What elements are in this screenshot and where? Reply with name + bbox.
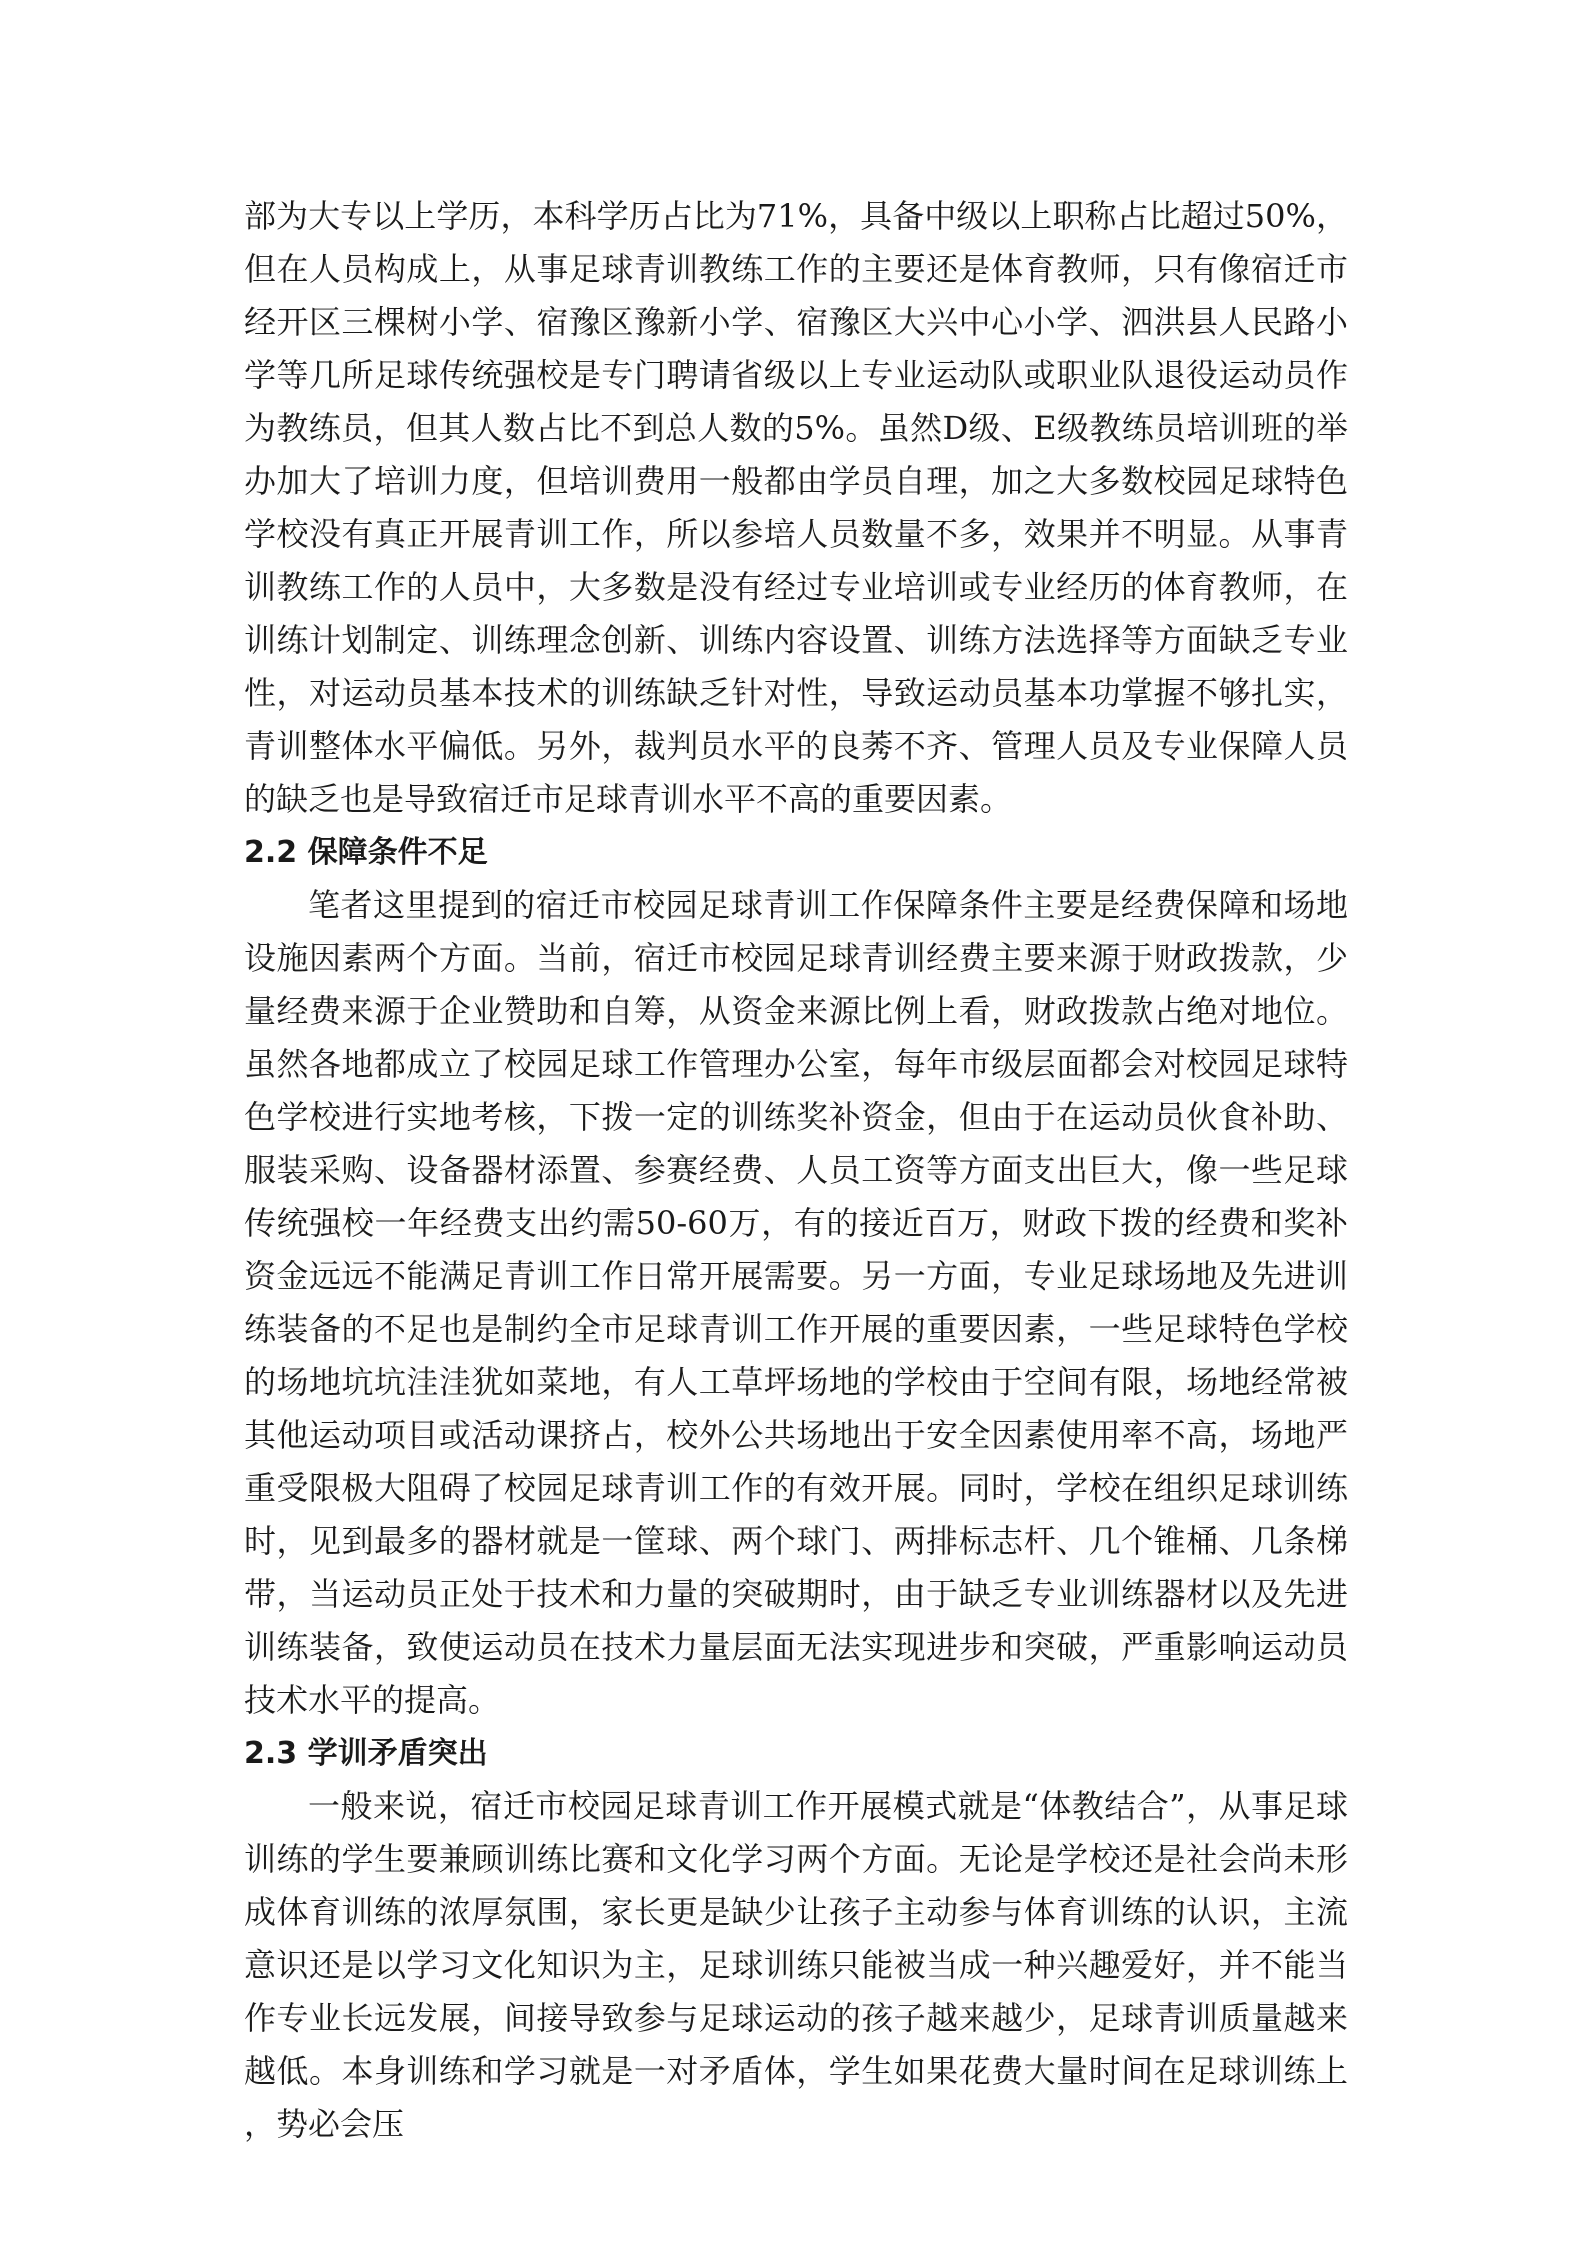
section-heading-2-2: 2.2 保障条件不足: [244, 835, 488, 870]
document-page: [244, 190, 1348, 2151]
section-heading-2-3: 2.3 学训矛盾突出: [244, 1736, 488, 1771]
paragraph-study-training-conflict: 一般来说，宿迁市校园足球青训工作开展模式就是“体教结合”，从事足球训练的学生要兼顾训练比赛和文化学习两个方面。无论是学校还是社会尚未形成体育训练的浓厚氛围，家长更是缺少让孩子主动参与体育训练的认识，主流意识还是以学习文化知识为主，足球训练只能被当成一种兴趣爱好，并不能当作专业长远发展，间接导致参与足球运动的孩子越来越少，足球青训质量越来越低。本身训练和学习就是一对矛盾体，学生如果花费大量时间在足球训练上，势必会压: [244, 1787, 1348, 2143]
paragraph-coach-staffing: 部为大专以上学历，本科学历占比为71%，具备中级以上职称占比超过50%，但在人员构成上，从事足球青训教练工作的主要还是体育教师，只有像宿迁市经开区三棵树小学、宿豫区豫新小学、宿豫区大兴中心小学、泗洪县人民路小学等几所足球传统强校是专门聘请省级以上专业运动队或职业队退役运动员作为教练员，但其人数占比不到总人数的5%。虽然D级、E级教练员培训班的举办加大了培训力度，但培训费用一般都由学员自理，加之大多数校园足球特色学校没有真正开展青训工作，所以参培人员数量不多，效果并不明显。从事青训教练工作的人员中，大多数是没有经过专业培训或专业经历的体育教师，在训练计划制定、训练理念创新、训练内容设置、训练方法选择等方面缺乏专业性，对运动员基本技术的训练缺乏针对性，导致运动员基本功掌握不够扎实，青训整体水平偏低。另外，裁判员水平的良莠不齐、管理人员及专业保障人员的缺乏也是导致宿迁市足球青训水平不高的重要因素。: [244, 197, 1348, 818]
paragraph-support-conditions: 笔者这里提到的宿迁市校园足球青训工作保障条件主要是经费保障和场地设施因素两个方面。当前，宿迁市校园足球青训经费主要来源于财政拨款，少量经费来源于企业赞助和自筹，从资金来源比例上看，财政拨款占绝对地位。虽然各地都成立了校园足球工作管理办公室，每年市级层面都会对校园足球特色学校进行实地考核，下拨一定的训练奖补资金，但由于在运动员伙食补助、服装采购、设备器材添置、参赛经费、人员工资等方面支出巨大，像一些足球传统强校一年经费支出约需50-60万，有的接近百万，财政下拨的经费和奖补资金远远不能满足青训工作日常开展需要。另一方面，专业足球场地及先进训练装备的不足也是制约全市足球青训工作开展的重要因素，一些足球特色学校的场地坑坑洼洼犹如菜地，有人工草坪场地的学校由于空间有限，场地经常被其他运动项目或活动课挤占，校外公共场地出于安全因素使用率不高，场地严重受限极大阻碍了校园足球青训工作的有效开展。同时，学校在组织足球训练时，见到最多的器材就是一筐球、两个球门、两排标志杆、几个锥桶、几条梯带，当运动员正处于技术和力量的突破期时，由于缺乏专业训练器材以及先进训练装备，致使运动员在技术力量层面无法实现进步和突破，严重影响运动员技术水平的提高。: [244, 886, 1348, 1719]
